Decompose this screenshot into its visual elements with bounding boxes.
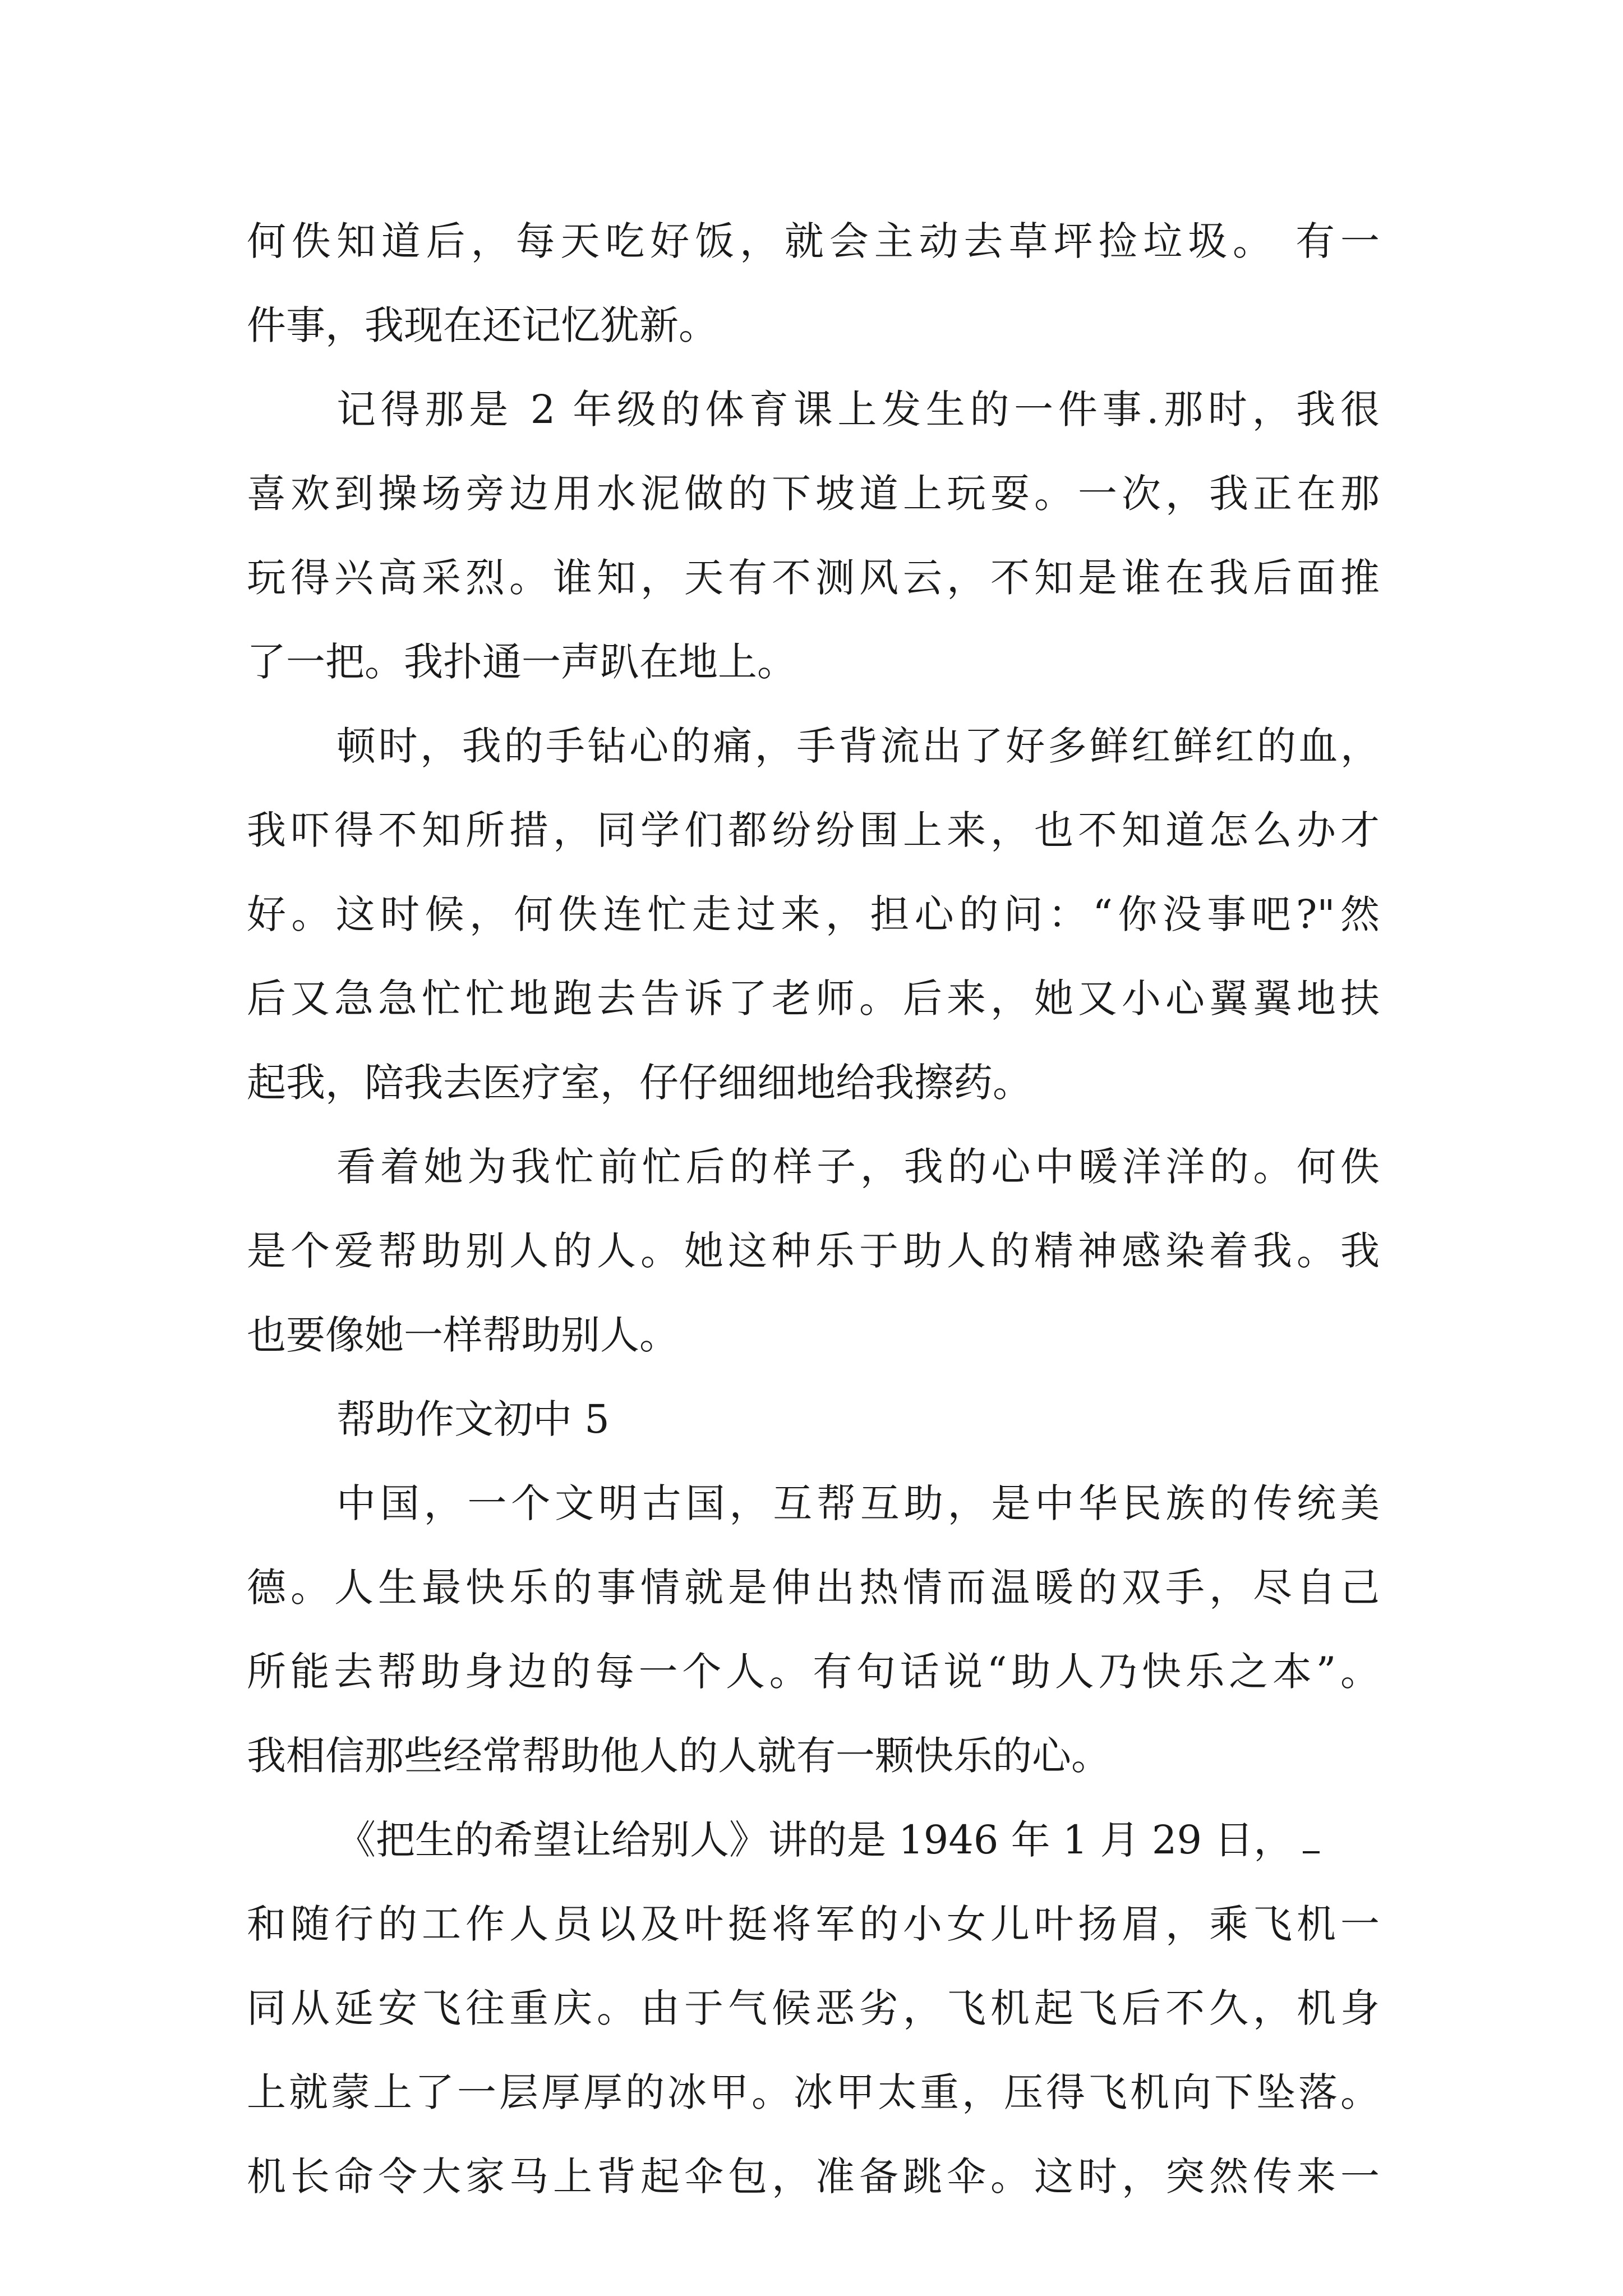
text-line: 《把生的希望让给别人》讲的是 1946 年 1 月 29 日， [336,1817,1293,1863]
text-line: 也要像她一样帮助别人。 [247,1312,679,1358]
text-line: 和随行的工作人员以及叶挺将军的小女儿叶扬眉，乘飞机一 [247,1901,1380,1947]
text-line: 喜欢到操场旁边用水泥做的下坡道上玩耍。一次，我正在那 [247,471,1380,517]
section-heading: 帮助作文初中 5 [336,1396,610,1442]
text-line: 我相信那些经常帮助他人的人就有一颗快乐的心。 [247,1733,1110,1779]
text-line: 我吓得不知所措，同学们都纷纷围上来，也不知道怎么办才 [247,807,1380,853]
text-line: 玩得兴高采烈。谁知，天有不测风云，不知是谁在我后面推 [247,555,1380,601]
text-line: 机长命令大家马上背起伞包，准备跳伞。这时，突然传来一 [247,2154,1380,2200]
text-line: 起我，陪我去医疗室，仔仔细细地给我擦药。 [247,1060,1032,1106]
text-line: 同从延安飞往重庆。由于气候恶劣，飞机起飞后不久，机身 [247,1985,1380,2031]
text-line: 记得那是 2 年级的体育课上发生的一件事.那时，我很 [336,386,1380,432]
text-line-with-blank [336,1798,1380,1882]
text-line: 顿时，我的手钻心的痛，手背流出了好多鲜红鲜红的血， [336,723,1380,769]
text-line: 了一把。我扑通一声趴在地上。 [247,639,796,685]
text-line: 德。人生最快乐的事情就是伸出热情而温暖的双手，尽自己 [247,1565,1380,1611]
text-line: 好。这时候，何佚连忙走过来，担心的问：“你没事吧?"然 [247,891,1380,937]
text-line: 看着她为我忙前忙后的样子，我的心中暖洋洋的。何佚 [336,1144,1380,1190]
text-line: 是个爱帮助别人的人。她这种乐于助人的精神感染着我。我 [247,1228,1380,1274]
text-line: 件事，我现在还记忆犹新。 [247,302,718,348]
text-line: 后又急急忙忙地跑去告诉了老师。后来，她又小心翼翼地扶 [247,976,1380,1022]
text-line: 上就蒙上了一层厚厚的冰甲。冰甲太重，压得飞机向下坠落。 [247,2069,1380,2115]
text-line: 何佚知道后，每天吃好饭，就会主动去草坪捡垃圾。 有一 [247,218,1380,264]
blank-underline [1303,1849,1320,1853]
text-line: 所能去帮助身边的每一个人。有句话说“助人乃快乐之本”。 [247,1649,1380,1695]
text-line: 中国，一个文明古国，互帮互助，是中华民族的传统美 [336,1480,1380,1526]
